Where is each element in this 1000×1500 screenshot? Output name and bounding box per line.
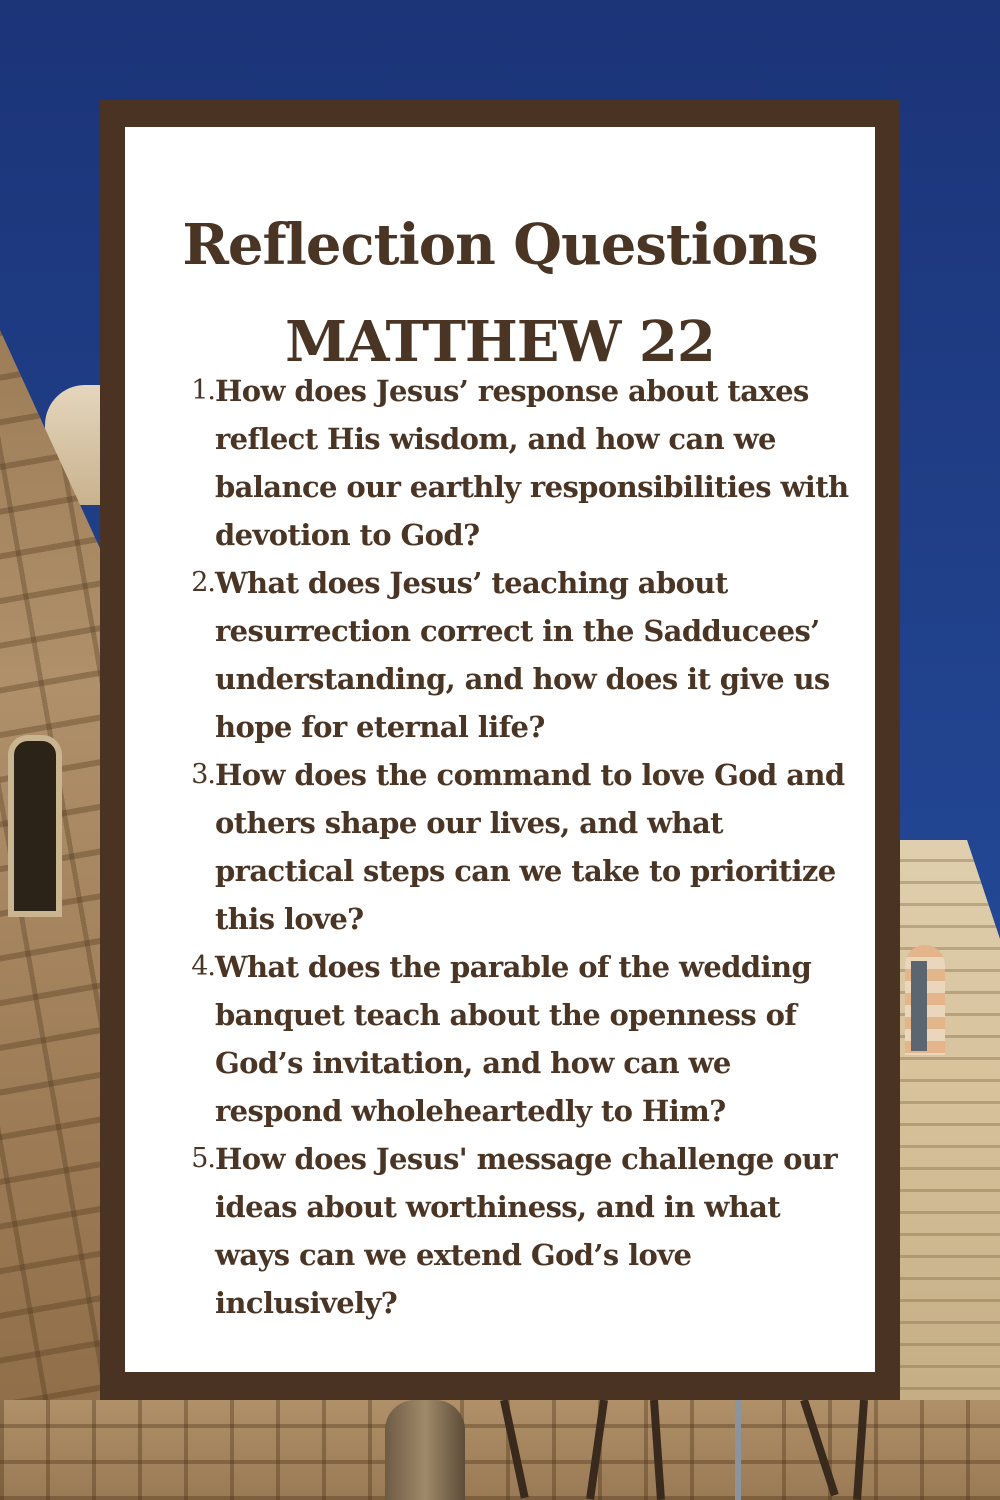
card-frame	[100, 100, 900, 1400]
question-item	[183, 559, 853, 751]
stone-wall-bottom	[0, 1400, 1000, 1500]
question-number: 2.	[191, 567, 215, 598]
question-item	[183, 943, 853, 1135]
question-text: What does Jesus’ teaching about resurrection correct in the Sadducees’ understanding, and how does it give us hope for eternal life?	[215, 566, 830, 744]
question-text: How does the command to love God and others shape our lives, and what practical steps can we take to prioritize this love?	[215, 758, 845, 936]
question-list	[183, 367, 853, 1327]
question-number: 4.	[191, 951, 215, 982]
question-text: How does Jesus' message challenge our ideas about worthiness, and in what ways can we extend God’s love inclusively?	[215, 1142, 838, 1320]
arched-window-left	[8, 735, 62, 917]
question-number: 1.	[191, 375, 215, 406]
question-number: 5.	[191, 1143, 215, 1174]
lamp-pole	[735, 1400, 741, 1500]
question-item	[183, 1135, 853, 1327]
question-number: 3.	[191, 759, 215, 790]
card-panel	[125, 127, 875, 1372]
question-text: How does Jesus’ response about taxes reflect His wisdom, and how can we balance our earthly responsibilities with devotion to God?	[215, 374, 849, 552]
question-text: What does the parable of the wedding banquet teach about the openness of God’s invitation, and how can we respond wholeheartedly to Him?	[215, 950, 812, 1128]
page-title: Reflection Questions	[182, 212, 818, 278]
question-item	[183, 367, 853, 559]
statue	[385, 1400, 465, 1500]
arched-window-right	[905, 945, 945, 1055]
chapter-heading: MATTHEW 22	[285, 309, 715, 375]
question-item	[183, 751, 853, 943]
